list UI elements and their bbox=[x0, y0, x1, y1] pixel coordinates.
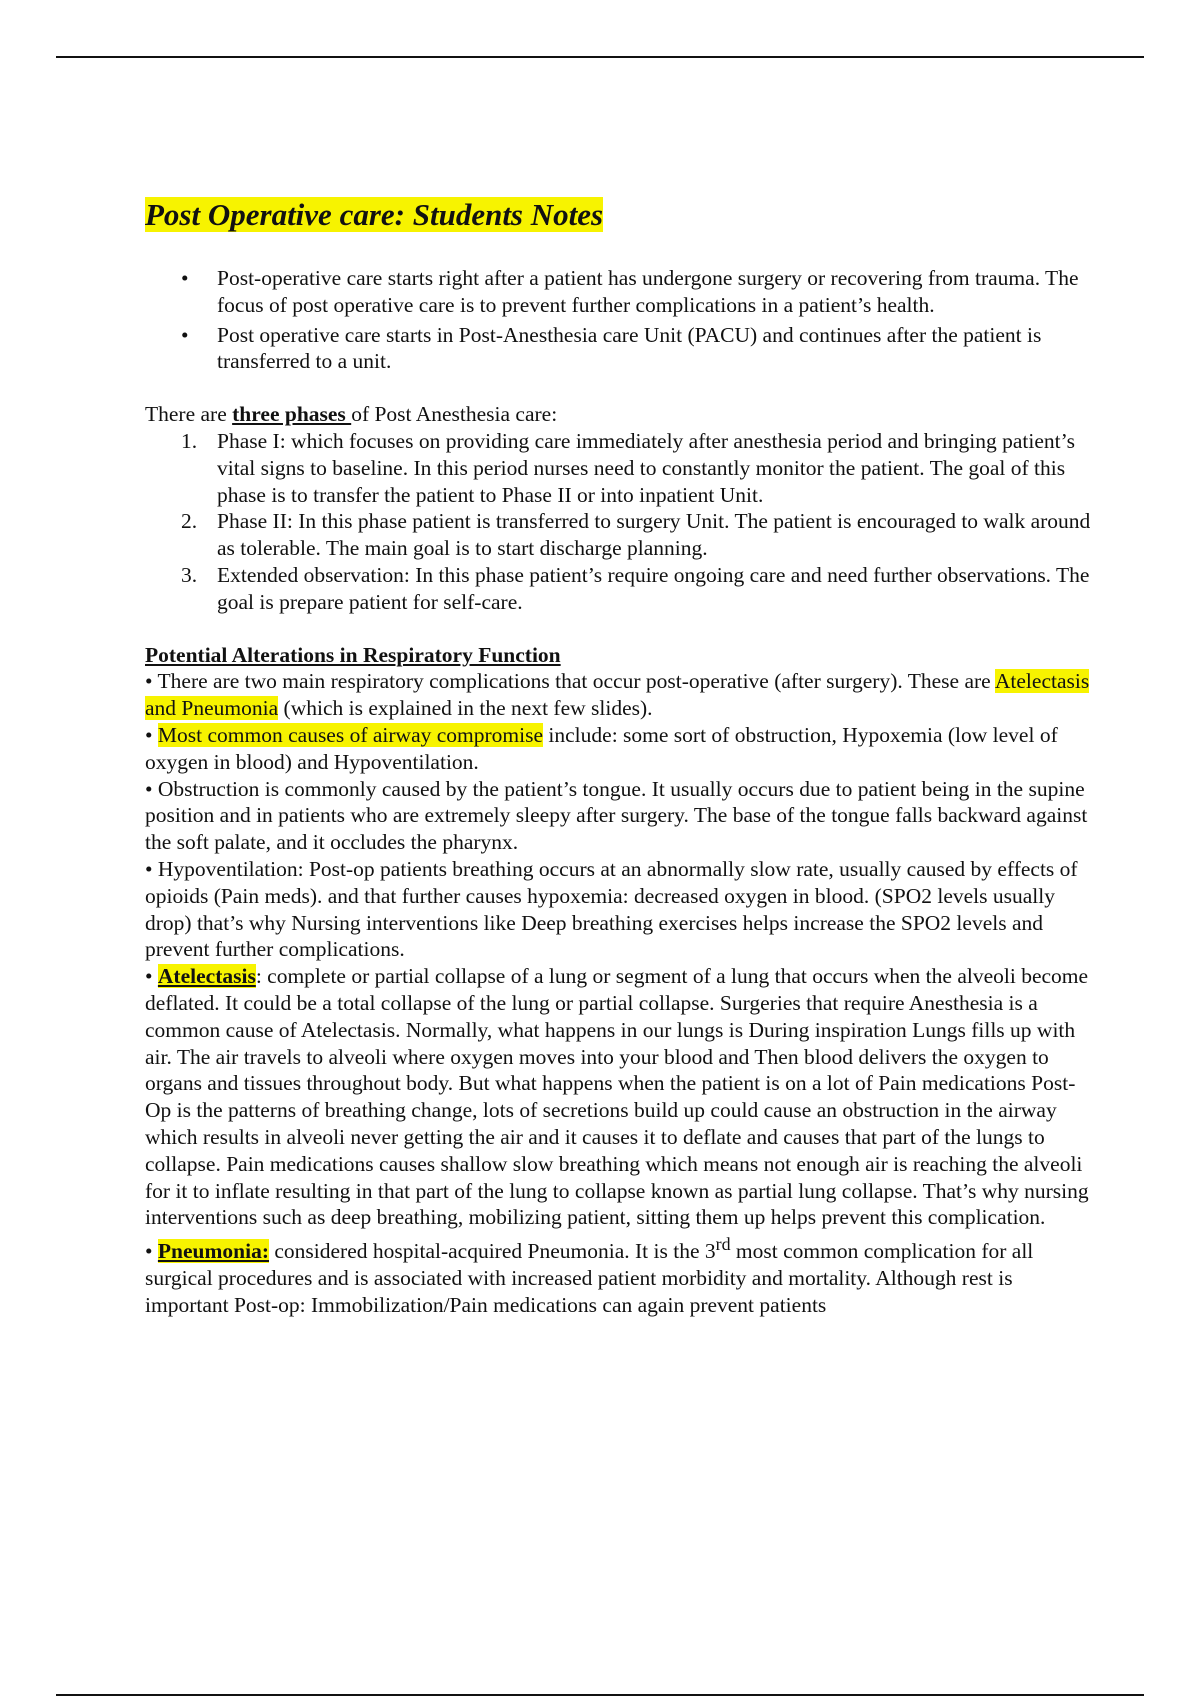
paragraph-text: (which is explained in the next few slides). bbox=[278, 696, 653, 721]
paragraph bbox=[145, 668, 1095, 722]
superscript-ordinal: rd bbox=[715, 1234, 731, 1255]
paragraph-text: considered hospital-acquired Pneumonia. It is the 3 bbox=[269, 1239, 716, 1264]
list-item bbox=[145, 508, 1095, 562]
section-heading: Potential Alterations in Respiratory Function bbox=[145, 642, 561, 667]
list-item: • Post operative care starts in Post-Anesthesia care Unit (PACU) and continues after the patient is transferred to a unit. bbox=[145, 322, 1095, 376]
list-item-text: Phase I: which focuses on providing care immediately after anesthesia period and bringing patient’s vital signs to baseline. In this period nurses need to constantly monitor the patient. The goal of this phase is to transfer the patient to Phase II or into inpatient Unit. bbox=[217, 428, 1075, 507]
paragraph bbox=[145, 963, 1095, 1231]
footer-rule bbox=[56, 1694, 1144, 1696]
paragraph-text: • bbox=[145, 1239, 158, 1264]
paragraph-text: • bbox=[145, 722, 158, 747]
paragraph: • Hypoventilation: Post-op patients breathing occurs at an abnormally slow rate, usually caused by effects of opioids (Pain meds). and that further causes hypoxemia: decreased oxygen in blood. (SPO2 levels usually drop) that’s why Nursing interventions like Deep breathing exercises helps increase the SPO2 levels and prevent further complications. bbox=[145, 856, 1078, 962]
phases-intro-text: There are bbox=[145, 402, 233, 427]
phases-emphasis: three phases bbox=[232, 402, 352, 427]
term-pneumonia: Pneumonia: bbox=[157, 1239, 269, 1264]
list-item-text: Extended observation: In this phase patient’s require ongoing care and need further observations. The goal is prepare patient for self-care. bbox=[217, 562, 1090, 614]
phases-intro-text: of Post Anesthesia care: bbox=[351, 402, 558, 427]
list-number: 2. bbox=[181, 509, 198, 534]
list-number: 3. bbox=[181, 562, 198, 587]
phases-list bbox=[145, 428, 1095, 616]
term-atelectasis: Atelectasis bbox=[157, 964, 256, 989]
paragraph: • Obstruction is commonly caused by the patient’s tongue. It usually occurs due to patient being in the supine position and in patients who are extremely sleepy after surgery. The base of the tongue falls backward against the soft palate, and it occludes the pharynx. bbox=[145, 776, 1088, 855]
paragraph-text: most common complication for all surgical procedures and is associated with increased patient morbidity and mortality. Although rest is important Post-op: Immobilization/Pain medications can again prevent patients bbox=[145, 1239, 1034, 1317]
document-body bbox=[145, 195, 1095, 1319]
header-rule bbox=[56, 56, 1144, 58]
list-item-text: Phase II: In this phase patient is transferred to surgery Unit. The patient is encouraged to walk around as tolerable. The main goal is to start discharge planning. bbox=[217, 509, 1091, 561]
paragraph-text: include: some sort of obstruction, Hypoxemia (low level of oxygen in blood) and Hypoventilation. bbox=[145, 722, 1058, 774]
page-title bbox=[145, 195, 1095, 235]
paragraph-text: • bbox=[145, 964, 158, 989]
paragraph-text: : complete or partial collapse of a lung or segment of a lung that occurs when the alveoli become deflated. It could be a total collapse of the lung or partial collapse. Surgeries that require Anesthesia is a common cause of Atelectasis. Normally, what happens in our lungs is During inspiration Lungs fills up with air. The air travels to alveoli where oxygen moves into your blood and Then blood delivers the oxygen to organs and tissues throughout body. But what happens when the patient is on a lot of Pain medications Post-Op is the patterns of breathing change, lots of secretions build up could cause an obstruction in the airway which results in alveoli never getting the air and it causes it to deflate and causes that part of the lungs to collapse. Pain medications causes shallow slow breathing which means not enough air is reaching the alveoli for it to inflate resulting in that part of the lung to collapse known as partial lung collapse. That’s why nursing interventions such as deep breathing, mobilizing patient, sitting them up helps prevent this complication. bbox=[145, 964, 1089, 1230]
paragraph-text: • There are two main respiratory complications that occur post-operative (after surgery). These are bbox=[145, 669, 995, 694]
paragraph bbox=[145, 722, 1095, 776]
list-item bbox=[145, 428, 1095, 508]
paragraph bbox=[145, 1231, 1095, 1319]
list-number: 1. bbox=[181, 428, 198, 453]
highlighted-text: Atelectasis and Pneumonia bbox=[145, 669, 1090, 721]
list-item bbox=[145, 562, 1095, 616]
phases-intro bbox=[145, 401, 1095, 428]
intro-bullet-list bbox=[145, 265, 1095, 375]
title-highlight: Post Operative care: Students Notes bbox=[145, 197, 604, 232]
highlighted-text: Most common causes of airway compromise bbox=[157, 722, 544, 747]
list-item: • Post-operative care starts right after a patient has undergone surgery or recovering from trauma. The focus of post operative care is to prevent further complications in a patient’s health. bbox=[145, 265, 1095, 319]
